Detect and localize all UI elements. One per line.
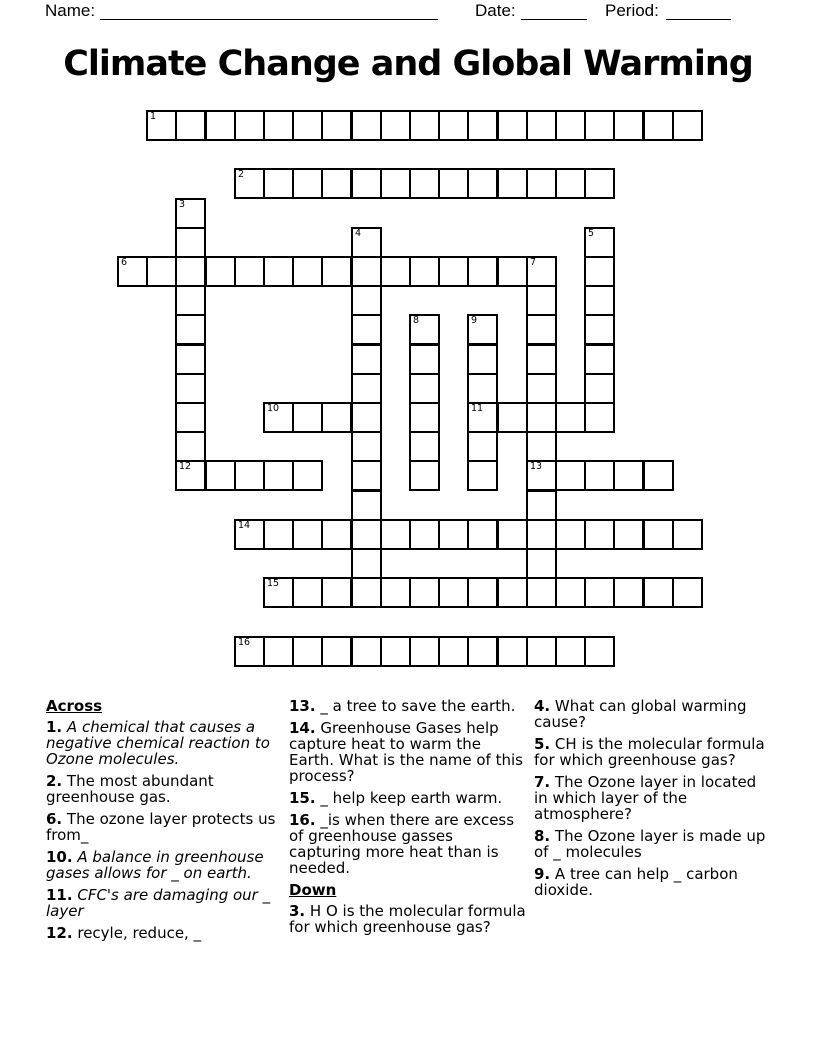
- grid-cell[interactable]: [584, 314, 615, 345]
- grid-cell[interactable]: [584, 373, 615, 404]
- grid-cell[interactable]: [526, 110, 557, 141]
- grid-cell[interactable]: [584, 519, 615, 550]
- clue-number: 15.: [289, 789, 316, 807]
- grid-cell[interactable]: [526, 314, 557, 345]
- grid-cell[interactable]: [205, 110, 236, 141]
- grid-cell[interactable]: [526, 460, 557, 491]
- clue-item: [534, 866, 772, 898]
- clue-item: [534, 828, 772, 860]
- date-label: Date:: [475, 1, 516, 20]
- cell-number: 15: [267, 578, 280, 589]
- grid-cell[interactable]: [351, 314, 382, 345]
- grid-cell[interactable]: [175, 227, 206, 258]
- grid-cell[interactable]: [643, 460, 674, 491]
- grid-cell[interactable]: [497, 256, 528, 287]
- clue-number: 16.: [289, 811, 316, 829]
- clue-item: [534, 698, 772, 730]
- grid-cell[interactable]: [467, 256, 498, 287]
- grid-cell[interactable]: [555, 460, 586, 491]
- grid-cell[interactable]: [321, 110, 352, 141]
- grid-cell[interactable]: [497, 168, 528, 199]
- grid-cell[interactable]: [497, 519, 528, 550]
- grid-cell[interactable]: [497, 577, 528, 608]
- grid-cell[interactable]: [584, 168, 615, 199]
- grid-cell[interactable]: [263, 168, 294, 199]
- grid-cell[interactable]: [292, 519, 323, 550]
- cell-number: 9: [471, 315, 478, 326]
- grid-cell[interactable]: [555, 110, 586, 141]
- clue-text: Greenhouse Gases help capture heat to warm the Earth. What is the name of this process?: [289, 719, 523, 785]
- clue-text: A chemical that causes a negative chemical reaction to Ozone molecules.: [46, 718, 270, 768]
- grid-cell[interactable]: [351, 373, 382, 404]
- grid-cell[interactable]: [175, 198, 206, 229]
- grid-cell[interactable]: [351, 344, 382, 375]
- grid-cell[interactable]: [321, 577, 352, 608]
- grid-cell[interactable]: [175, 110, 206, 141]
- grid-cell[interactable]: [613, 577, 644, 608]
- grid-cell[interactable]: [234, 460, 265, 491]
- grid-cell[interactable]: [351, 636, 382, 667]
- grid-cell[interactable]: [438, 636, 469, 667]
- grid-cell[interactable]: [409, 168, 440, 199]
- grid-cell[interactable]: [175, 373, 206, 404]
- grid-cell[interactable]: [467, 519, 498, 550]
- clue-number: 9.: [534, 865, 551, 883]
- clue-text: CH is the molecular formula for which greenhouse gas?: [534, 735, 765, 769]
- grid-cell[interactable]: [380, 577, 411, 608]
- grid-cell[interactable]: [555, 402, 586, 433]
- cell-number: 16: [238, 637, 251, 648]
- grid-cell[interactable]: [409, 431, 440, 462]
- clue-text: recyle, reduce, _: [77, 924, 202, 942]
- grid-cell[interactable]: [292, 168, 323, 199]
- grid-cell[interactable]: [555, 577, 586, 608]
- grid-cell[interactable]: [292, 256, 323, 287]
- grid-cell[interactable]: [584, 227, 615, 258]
- grid-cell[interactable]: [672, 110, 703, 141]
- clue-item: [289, 812, 529, 876]
- grid-cell[interactable]: [263, 256, 294, 287]
- grid-cell[interactable]: [672, 577, 703, 608]
- clue-number: 14.: [289, 719, 316, 737]
- name-label: Name:: [45, 1, 96, 20]
- grid-cell[interactable]: [351, 577, 382, 608]
- clue-column-1: [46, 698, 282, 947]
- grid-cell[interactable]: [263, 460, 294, 491]
- cell-number: 10: [267, 403, 280, 414]
- grid-cell[interactable]: [555, 519, 586, 550]
- clue-item: [289, 903, 529, 935]
- grid-cell[interactable]: [497, 110, 528, 141]
- grid-cell[interactable]: [292, 402, 323, 433]
- grid-cell[interactable]: [467, 636, 498, 667]
- grid-cell[interactable]: [467, 314, 498, 345]
- clue-number: 13.: [289, 697, 316, 715]
- grid-cell[interactable]: [613, 460, 644, 491]
- grid-cell[interactable]: [409, 636, 440, 667]
- grid-cell[interactable]: [321, 519, 352, 550]
- grid-cell[interactable]: [438, 168, 469, 199]
- grid-cell[interactable]: [467, 402, 498, 433]
- clue-item: [534, 774, 772, 822]
- across-header: Across: [46, 697, 103, 715]
- grid-cell[interactable]: [643, 577, 674, 608]
- grid-cell[interactable]: [321, 168, 352, 199]
- grid-cell[interactable]: [351, 460, 382, 491]
- clue-text: A balance in greenhouse gases allows for _ on earth.: [46, 848, 264, 882]
- grid-cell[interactable]: [584, 344, 615, 375]
- grid-cell[interactable]: [467, 110, 498, 141]
- grid-cell[interactable]: [205, 256, 236, 287]
- grid-cell[interactable]: [380, 636, 411, 667]
- grid-cell[interactable]: [175, 460, 206, 491]
- period-label: Period:: [605, 1, 659, 20]
- grid-cell[interactable]: [467, 431, 498, 462]
- clue-item: [289, 698, 529, 714]
- grid-cell[interactable]: [175, 285, 206, 316]
- grid-cell[interactable]: [555, 168, 586, 199]
- cell-number: 3: [179, 199, 186, 210]
- grid-cell[interactable]: [467, 168, 498, 199]
- grid-cell[interactable]: [409, 577, 440, 608]
- cell-number: 11: [471, 403, 484, 414]
- clue-text: _is when there are excess of greenhouse gasses capturing more heat than is needed.: [289, 811, 515, 877]
- grid-cell[interactable]: [263, 577, 294, 608]
- grid-cell[interactable]: [526, 490, 557, 521]
- cell-number: 12: [179, 461, 192, 472]
- page-title: Climate Change and Global Warming: [63, 44, 753, 84]
- grid-cell[interactable]: [467, 460, 498, 491]
- cell-number: 2: [238, 169, 245, 180]
- clue-number: 7.: [534, 773, 551, 791]
- cell-number: 4: [355, 228, 362, 239]
- grid-cell[interactable]: [467, 373, 498, 404]
- grid-cell[interactable]: [351, 256, 382, 287]
- grid-cell[interactable]: [351, 227, 382, 258]
- clue-item: [46, 719, 282, 767]
- clue-item: [289, 790, 529, 806]
- clue-item: [289, 720, 529, 784]
- grid-cell[interactable]: [409, 402, 440, 433]
- grid-cell[interactable]: [438, 577, 469, 608]
- grid-cell[interactable]: [175, 344, 206, 375]
- clue-text: The ozone layer protects us from_: [46, 810, 276, 844]
- grid-cell[interactable]: [351, 285, 382, 316]
- clue-number: 12.: [46, 924, 73, 942]
- grid-cell[interactable]: [175, 314, 206, 345]
- grid-cell[interactable]: [526, 285, 557, 316]
- grid-cell[interactable]: [351, 168, 382, 199]
- grid-cell[interactable]: [438, 110, 469, 141]
- grid-cell[interactable]: [438, 256, 469, 287]
- grid-cell[interactable]: [321, 636, 352, 667]
- clue-text: A tree can help _ carbon dioxide.: [534, 865, 738, 899]
- grid-cell[interactable]: [526, 636, 557, 667]
- grid-cell[interactable]: [117, 256, 148, 287]
- grid-cell[interactable]: [497, 402, 528, 433]
- clue-text: The Ozone layer in located in which layer of the atmosphere?: [534, 773, 757, 823]
- grid-cell[interactable]: [409, 256, 440, 287]
- clue-column-2: [289, 698, 529, 941]
- grid-cell[interactable]: [175, 256, 206, 287]
- grid-cell[interactable]: [584, 110, 615, 141]
- grid-cell[interactable]: [643, 110, 674, 141]
- grid-cell[interactable]: [351, 431, 382, 462]
- grid-cell[interactable]: [584, 636, 615, 667]
- clue-item: [46, 925, 282, 941]
- grid-cell[interactable]: [351, 490, 382, 521]
- grid-cell[interactable]: [438, 519, 469, 550]
- grid-cell[interactable]: [526, 577, 557, 608]
- grid-cell[interactable]: [526, 373, 557, 404]
- grid-cell[interactable]: [234, 519, 265, 550]
- grid-cell[interactable]: [234, 110, 265, 141]
- cell-number: 14: [238, 520, 251, 531]
- grid-cell[interactable]: [321, 256, 352, 287]
- grid-cell[interactable]: [205, 460, 236, 491]
- clue-item: [46, 849, 282, 881]
- grid-cell[interactable]: [146, 256, 177, 287]
- grid-cell[interactable]: [292, 110, 323, 141]
- cell-number: 8: [413, 315, 420, 326]
- grid-cell[interactable]: [292, 577, 323, 608]
- clue-number: 10.: [46, 848, 73, 866]
- grid-cell[interactable]: [526, 548, 557, 579]
- grid-cell[interactable]: [292, 460, 323, 491]
- grid-cell[interactable]: [263, 110, 294, 141]
- grid-cell[interactable]: [351, 519, 382, 550]
- cell-number: 7: [530, 257, 537, 268]
- grid-cell[interactable]: [584, 402, 615, 433]
- grid-cell[interactable]: [234, 256, 265, 287]
- grid-cell[interactable]: [555, 636, 586, 667]
- clue-text: CFC's are damaging our _ layer: [46, 886, 271, 920]
- grid-cell[interactable]: [380, 110, 411, 141]
- grid-cell[interactable]: [643, 519, 674, 550]
- cell-number: 13: [530, 461, 543, 472]
- grid-cell[interactable]: [526, 168, 557, 199]
- cell-number: 1: [150, 111, 157, 122]
- grid-cell[interactable]: [263, 519, 294, 550]
- clue-number: 11.: [46, 886, 73, 904]
- clue-number: 4.: [534, 697, 551, 715]
- grid-cell[interactable]: [409, 460, 440, 491]
- grid-cell[interactable]: [263, 402, 294, 433]
- clue-number: 6.: [46, 810, 63, 828]
- grid-cell[interactable]: [263, 636, 294, 667]
- clue-number: 8.: [534, 827, 551, 845]
- grid-cell[interactable]: [234, 168, 265, 199]
- grid-cell[interactable]: [584, 577, 615, 608]
- clue-text: What can global warming cause?: [534, 697, 747, 731]
- clue-column-3: [534, 698, 772, 904]
- grid-cell[interactable]: [672, 519, 703, 550]
- clue-text: The Ozone layer is made up of _ molecules: [534, 827, 766, 861]
- clue-item: [46, 773, 282, 805]
- grid-cell[interactable]: [526, 519, 557, 550]
- grid-cell[interactable]: [467, 577, 498, 608]
- grid-cell[interactable]: [380, 519, 411, 550]
- grid-cell[interactable]: [526, 431, 557, 462]
- grid-cell[interactable]: [146, 110, 177, 141]
- grid-cell[interactable]: [409, 519, 440, 550]
- clue-item: [46, 811, 282, 843]
- clue-item: [46, 887, 282, 919]
- grid-cell[interactable]: [351, 402, 382, 433]
- grid-cell[interactable]: [526, 256, 557, 287]
- grid-cell[interactable]: [234, 636, 265, 667]
- grid-cell[interactable]: [613, 110, 644, 141]
- down-header: Down: [289, 881, 337, 899]
- grid-cell[interactable]: [584, 256, 615, 287]
- clue-number: 2.: [46, 772, 63, 790]
- cell-number: 5: [588, 228, 595, 239]
- clue-number: 5.: [534, 735, 551, 753]
- grid-cell[interactable]: [409, 344, 440, 375]
- cell-number: 6: [121, 257, 128, 268]
- clue-text: _ a tree to save the earth.: [320, 697, 516, 715]
- grid-cell[interactable]: [584, 460, 615, 491]
- grid-cell[interactable]: [175, 431, 206, 462]
- grid-cell[interactable]: [175, 402, 206, 433]
- grid-cell[interactable]: [409, 373, 440, 404]
- grid-cell[interactable]: [380, 168, 411, 199]
- grid-cell[interactable]: [613, 519, 644, 550]
- clue-number: 3.: [289, 902, 306, 920]
- grid-cell[interactable]: [497, 636, 528, 667]
- clue-text: The most abundant greenhouse gas.: [46, 772, 214, 806]
- clue-number: 1.: [46, 718, 63, 736]
- grid-cell[interactable]: [409, 110, 440, 141]
- clue-text: H O is the molecular formula for which greenhouse gas?: [289, 902, 526, 936]
- grid-cell[interactable]: [292, 636, 323, 667]
- grid-cell[interactable]: [467, 344, 498, 375]
- grid-cell[interactable]: [351, 548, 382, 579]
- grid-cell[interactable]: [351, 110, 382, 141]
- grid-cell[interactable]: [584, 285, 615, 316]
- grid-cell[interactable]: [526, 344, 557, 375]
- clue-text: _ help keep earth warm.: [320, 789, 503, 807]
- grid-cell[interactable]: [380, 256, 411, 287]
- grid-cell[interactable]: [409, 314, 440, 345]
- clue-item: [534, 736, 772, 768]
- grid-cell[interactable]: [526, 402, 557, 433]
- grid-cell[interactable]: [321, 402, 352, 433]
